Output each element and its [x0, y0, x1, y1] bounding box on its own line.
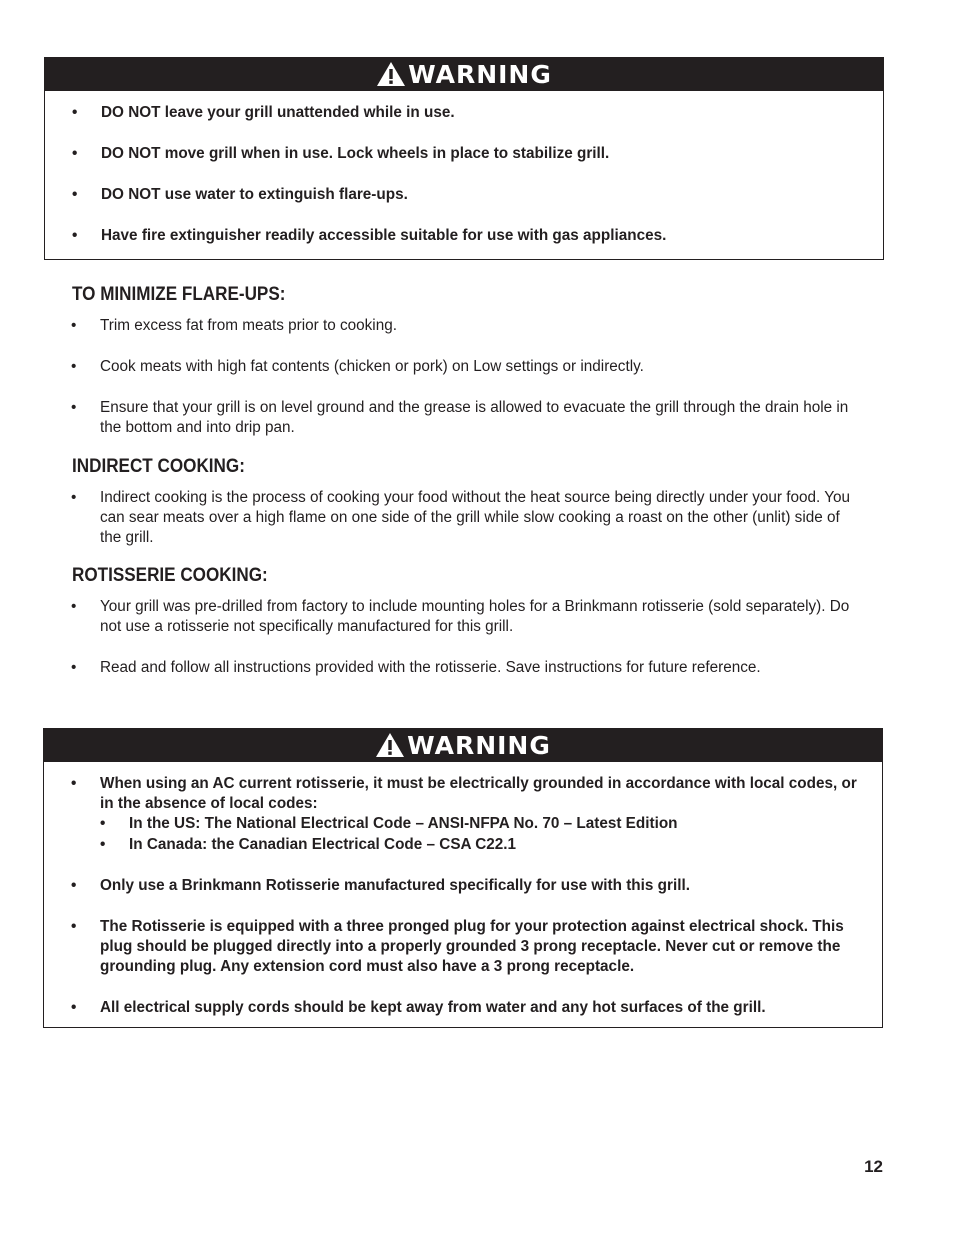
list-item: • Your grill was pre-drilled from factory to include mounting holes for a Brinkmann rotisserie (sold separately). Do not use a rotisserie not specifically manufactured for this grill. [71, 598, 850, 636]
bullet: • [71, 598, 77, 615]
list-item: • DO NOT leave your grill unattended while in use. [45, 103, 883, 123]
flare-ups-list [44, 316, 864, 438]
bullet: • [71, 917, 77, 935]
list-item: • Ensure that your grill is on level ground and the grease is allowed to evacuate the grill through the drain hole in the bottom and into drip pan. [71, 399, 849, 437]
list-item: • Only use a Brinkmann Rotisserie manufactured specifically for use with this grill. [44, 876, 858, 896]
warning-title: WARNING [407, 731, 551, 760]
sub-list-item: • In Canada: the Canadian Electrical Code – CSA C22.1 [100, 835, 858, 855]
list-item: • Trim excess fat from meats prior to cooking. [44, 316, 864, 336]
list-item: • The Rotisserie is equipped with a three pronged plug for your protection against electrical shock. This plug should be plugged directly into a properly grounded 3 prong receptacle. Never cut or remove the grounding plug. Any extension cord must also have a 3 prong receptacle. [71, 917, 844, 976]
warning-triangle-icon [375, 732, 405, 758]
bullet: • [71, 999, 77, 1017]
bullet: • [71, 876, 77, 894]
rotisserie-cooking-list [44, 597, 864, 678]
list-item: • Indirect cooking is the process of cooking your food without the heat source being directly under your food. You can sear meats over a high flame on one side of the grill while slow cooking a roast on the other (unlit) side of the grill. [71, 489, 851, 547]
section-heading-flare-ups: TO MINIMIZE FLARE-UPS: [72, 284, 286, 305]
list-item: • Read and follow all instructions provided with the rotisserie. Save instructions for future reference. [44, 658, 864, 678]
sub-list-item: • In the US: The National Electrical Code – ANSI-NFPA No. 70 – Latest Edition [100, 814, 858, 834]
warning-box-bottom [43, 728, 883, 1028]
warning-triangle-icon [376, 61, 406, 87]
sub-list [100, 814, 858, 854]
list-item: • Cook meats with high fat contents (chicken or pork) on Low settings or indirectly. [44, 357, 864, 377]
bullet: • [71, 317, 77, 334]
warning-header [44, 729, 882, 762]
bullet: • [71, 489, 77, 506]
bullet: • [100, 835, 106, 853]
list-item: • DO NOT move grill when in use. Lock wheels in place to stabilize grill. [45, 144, 883, 164]
bullet: • [72, 227, 78, 244]
list-item: • All electrical supply cords should be kept away from water and any hot surfaces of the grill. [44, 998, 858, 1018]
section-heading-rotisserie-cooking: ROTISSERIE COOKING: [72, 565, 268, 586]
bullet: • [100, 815, 106, 833]
bullet: • [72, 186, 78, 203]
bullet: • [71, 399, 77, 416]
warning-title: WARNING [408, 60, 552, 89]
bullet: • [71, 358, 77, 375]
bullet: • [72, 104, 78, 121]
list-item: • DO NOT use water to extinguish flare-ups. [45, 185, 883, 205]
list-item: • Have fire extinguisher readily accessible suitable for use with gas appliances. [45, 226, 883, 246]
indirect-cooking-list [44, 488, 864, 549]
bullet: • [72, 145, 78, 162]
section-heading-indirect-cooking: INDIRECT COOKING: [72, 456, 245, 477]
page-number: 12 [864, 1157, 883, 1176]
bullet: • [71, 659, 77, 677]
list-item: • When using an AC current rotisserie, it must be electrically grounded in accordance with local codes, or in the absence of local codes: • In the US: The National Electrical Code – ANSI-NFPA No. 70 – Latest Edition • In Canada: the Canadian Electrical Code – CSA C22.1 [44, 774, 858, 855]
warning-header [45, 58, 883, 91]
warning-box-top [44, 57, 884, 260]
bullet: • [71, 775, 77, 792]
